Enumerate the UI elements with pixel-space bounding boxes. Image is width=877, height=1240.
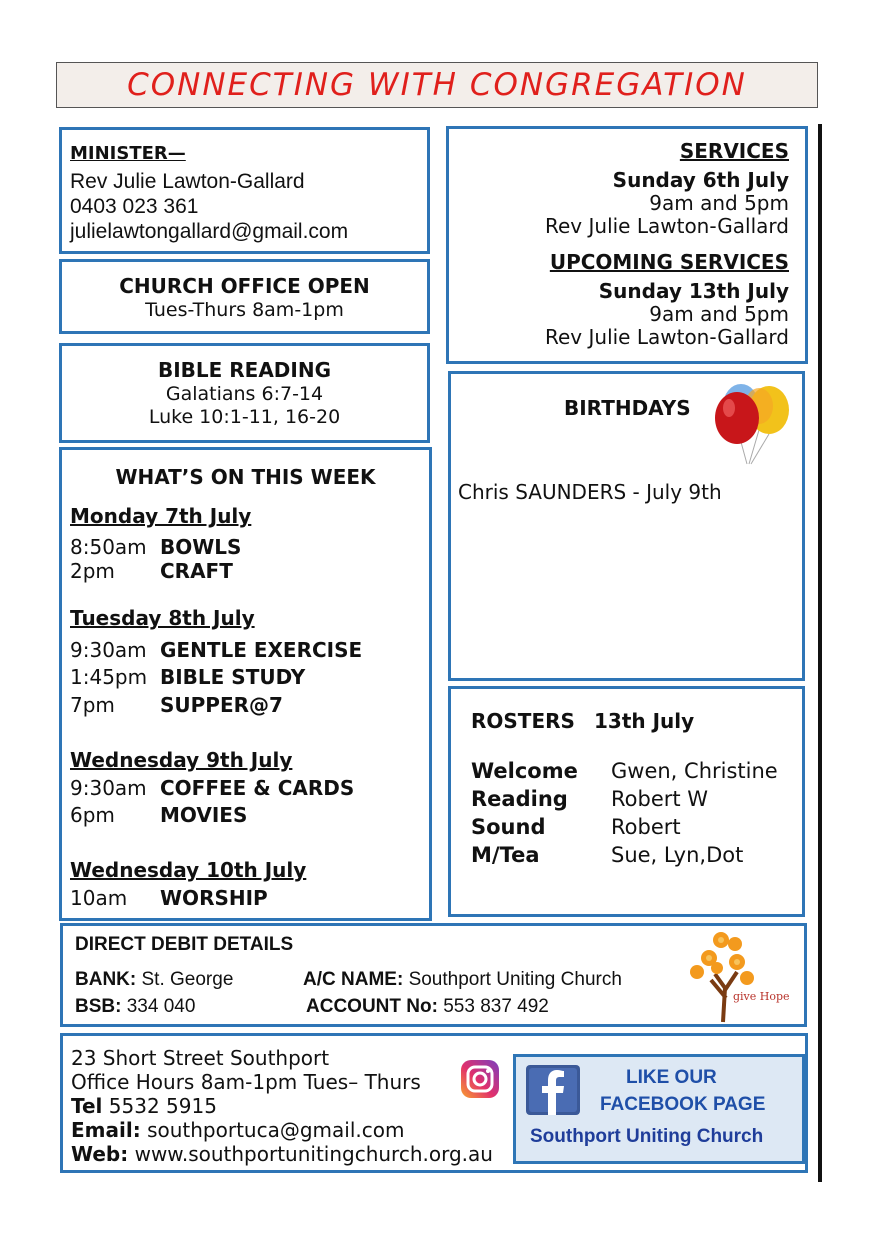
roster-role: Welcome <box>471 759 578 783</box>
bsb-label: BSB: <box>75 996 122 1017</box>
birthdays-box <box>448 371 805 681</box>
day-heading: Wednesday 9th July <box>70 748 293 772</box>
minister-name: Rev Julie Lawton-Gallard <box>70 170 305 193</box>
event-time: 10am <box>70 886 128 910</box>
birthdays-heading: BIRTHDAYS <box>564 396 691 420</box>
day-heading: Wednesday 10th July <box>70 858 307 882</box>
bank-line <box>75 969 233 991</box>
page-title-banner <box>56 62 818 108</box>
upcoming-service-leader: Rev Julie Lawton-Gallard <box>545 325 789 349</box>
event-row <box>70 559 233 583</box>
bsb-value: 334 040 <box>126 996 196 1017</box>
bank-value: St. George <box>141 969 234 990</box>
event-time: 9:30am <box>70 776 147 800</box>
day-heading: Monday 7th July <box>70 504 252 528</box>
tel-label: Tel <box>71 1094 103 1118</box>
day-heading: Tuesday 8th July <box>70 606 255 630</box>
acno-line <box>306 996 549 1018</box>
roster-names: Sue, Lyn,Dot <box>611 843 744 867</box>
services-box <box>446 126 808 364</box>
event-row <box>70 693 283 717</box>
event-name: COFFEE & CARDS <box>160 776 355 800</box>
event-time: 8:50am <box>70 535 147 559</box>
event-name: MOVIES <box>160 803 248 827</box>
event-row <box>70 638 362 662</box>
roster-names: Robert <box>611 815 681 839</box>
office-heading: CHURCH OFFICE OPEN <box>119 274 370 298</box>
event-row <box>70 776 354 800</box>
minister-phone[interactable]: 0403 023 361 <box>70 195 199 218</box>
facebook-line-1: LIKE OUR <box>626 1067 717 1088</box>
event-name: BOWLS <box>160 535 242 559</box>
office-hours: Tues-Thurs 8am-1pm <box>145 299 344 321</box>
roster-role: Reading <box>471 787 568 811</box>
balloons-icon <box>707 380 793 466</box>
direct-debit-box <box>60 923 807 1027</box>
roster-role: M/Tea <box>471 843 540 867</box>
upcoming-services-heading: UPCOMING SERVICES <box>549 250 789 274</box>
event-time: 6pm <box>70 803 115 827</box>
give-hope-text: give Hope <box>733 990 790 1003</box>
event-time: 7pm <box>70 693 115 717</box>
acname-value: Southport Uniting Church <box>408 969 622 990</box>
bible-reading-2: Luke 10:1-11, 16-20 <box>148 406 341 428</box>
facebook-page-name[interactable]: Southport Uniting Church <box>530 1126 764 1147</box>
acname-line <box>303 969 622 991</box>
upcoming-service-date: Sunday 13th July <box>598 279 789 303</box>
minister-box <box>59 127 430 254</box>
event-time: 1:45pm <box>70 665 148 689</box>
roster-role: Sound <box>471 815 546 839</box>
acno-label: ACCOUNT No: <box>306 996 438 1017</box>
email-value[interactable]: southportuca@gmail.com <box>147 1118 405 1142</box>
give-hope-logo <box>687 928 791 1024</box>
service-times: 9am and 5pm <box>649 191 789 215</box>
whats-on-heading: WHAT’S ON THIS WEEK <box>115 465 376 489</box>
facebook-line-2: FACEBOOK PAGE <box>600 1094 766 1115</box>
whats-on-box <box>59 447 432 921</box>
tel-line[interactable] <box>71 1094 217 1118</box>
bible-heading: BIBLE READING <box>157 358 332 382</box>
acname-label: A/C NAME: <box>303 969 404 990</box>
office-box <box>59 259 430 334</box>
event-time: 2pm <box>70 559 115 583</box>
upcoming-service-times: 9am and 5pm <box>649 302 789 326</box>
tel-value[interactable]: 5532 5915 <box>108 1094 217 1118</box>
roster-row <box>471 787 708 811</box>
event-row <box>70 803 247 827</box>
roster-row <box>471 815 681 839</box>
event-name: CRAFT <box>160 559 233 583</box>
event-name: SUPPER@7 <box>160 693 283 717</box>
bank-label: BANK: <box>75 969 137 990</box>
facebook-icon[interactable] <box>526 1065 580 1115</box>
email-label: Email: <box>71 1118 141 1142</box>
contact-box <box>60 1033 808 1173</box>
services-heading: SERVICES <box>679 139 789 163</box>
web-line[interactable] <box>71 1142 493 1166</box>
office-hours-line: Office Hours 8am-1pm Tues– Thurs <box>71 1070 421 1094</box>
rosters-heading: ROSTERS <box>471 709 575 733</box>
service-leader: Rev Julie Lawton-Gallard <box>545 214 789 238</box>
minister-heading: MINISTER— <box>70 143 186 164</box>
instagram-icon[interactable] <box>460 1059 500 1099</box>
event-row <box>70 535 241 559</box>
web-value[interactable]: www.southportunitingchurch.org.au <box>134 1142 493 1166</box>
address: 23 Short Street Southport <box>71 1046 330 1070</box>
rosters-box <box>448 686 805 917</box>
acno-value: 553 837 492 <box>443 996 549 1017</box>
email-line[interactable] <box>71 1118 404 1142</box>
event-name: BIBLE STUDY <box>160 665 306 689</box>
minister-email[interactable]: julielawtongallard@gmail.com <box>70 220 349 243</box>
roster-names: Robert W <box>611 787 709 811</box>
bsb-line <box>75 996 195 1018</box>
roster-names: Gwen, Christine <box>611 759 778 783</box>
bible-reading-1: Galatians 6:7-14 <box>165 383 324 405</box>
facebook-panel[interactable] <box>513 1054 805 1164</box>
bible-reading-box <box>59 343 430 443</box>
event-row <box>70 665 305 689</box>
rosters-date: 13th July <box>594 709 695 733</box>
debit-heading: DIRECT DEBIT DETAILS <box>75 934 294 955</box>
birthday-entry: Chris SAUNDERS - July 9th <box>458 480 722 504</box>
event-name: GENTLE EXERCISE <box>160 638 363 662</box>
roster-row <box>471 843 743 867</box>
divider-line <box>818 124 822 1182</box>
web-label: Web: <box>71 1142 129 1166</box>
page-title: CONNECTING WITH CONGREGATION <box>127 67 747 103</box>
event-name: WORSHIP <box>160 886 268 910</box>
event-row <box>70 886 268 910</box>
service-date: Sunday 6th July <box>612 168 789 192</box>
roster-row <box>471 759 778 783</box>
event-time: 9:30am <box>70 638 147 662</box>
